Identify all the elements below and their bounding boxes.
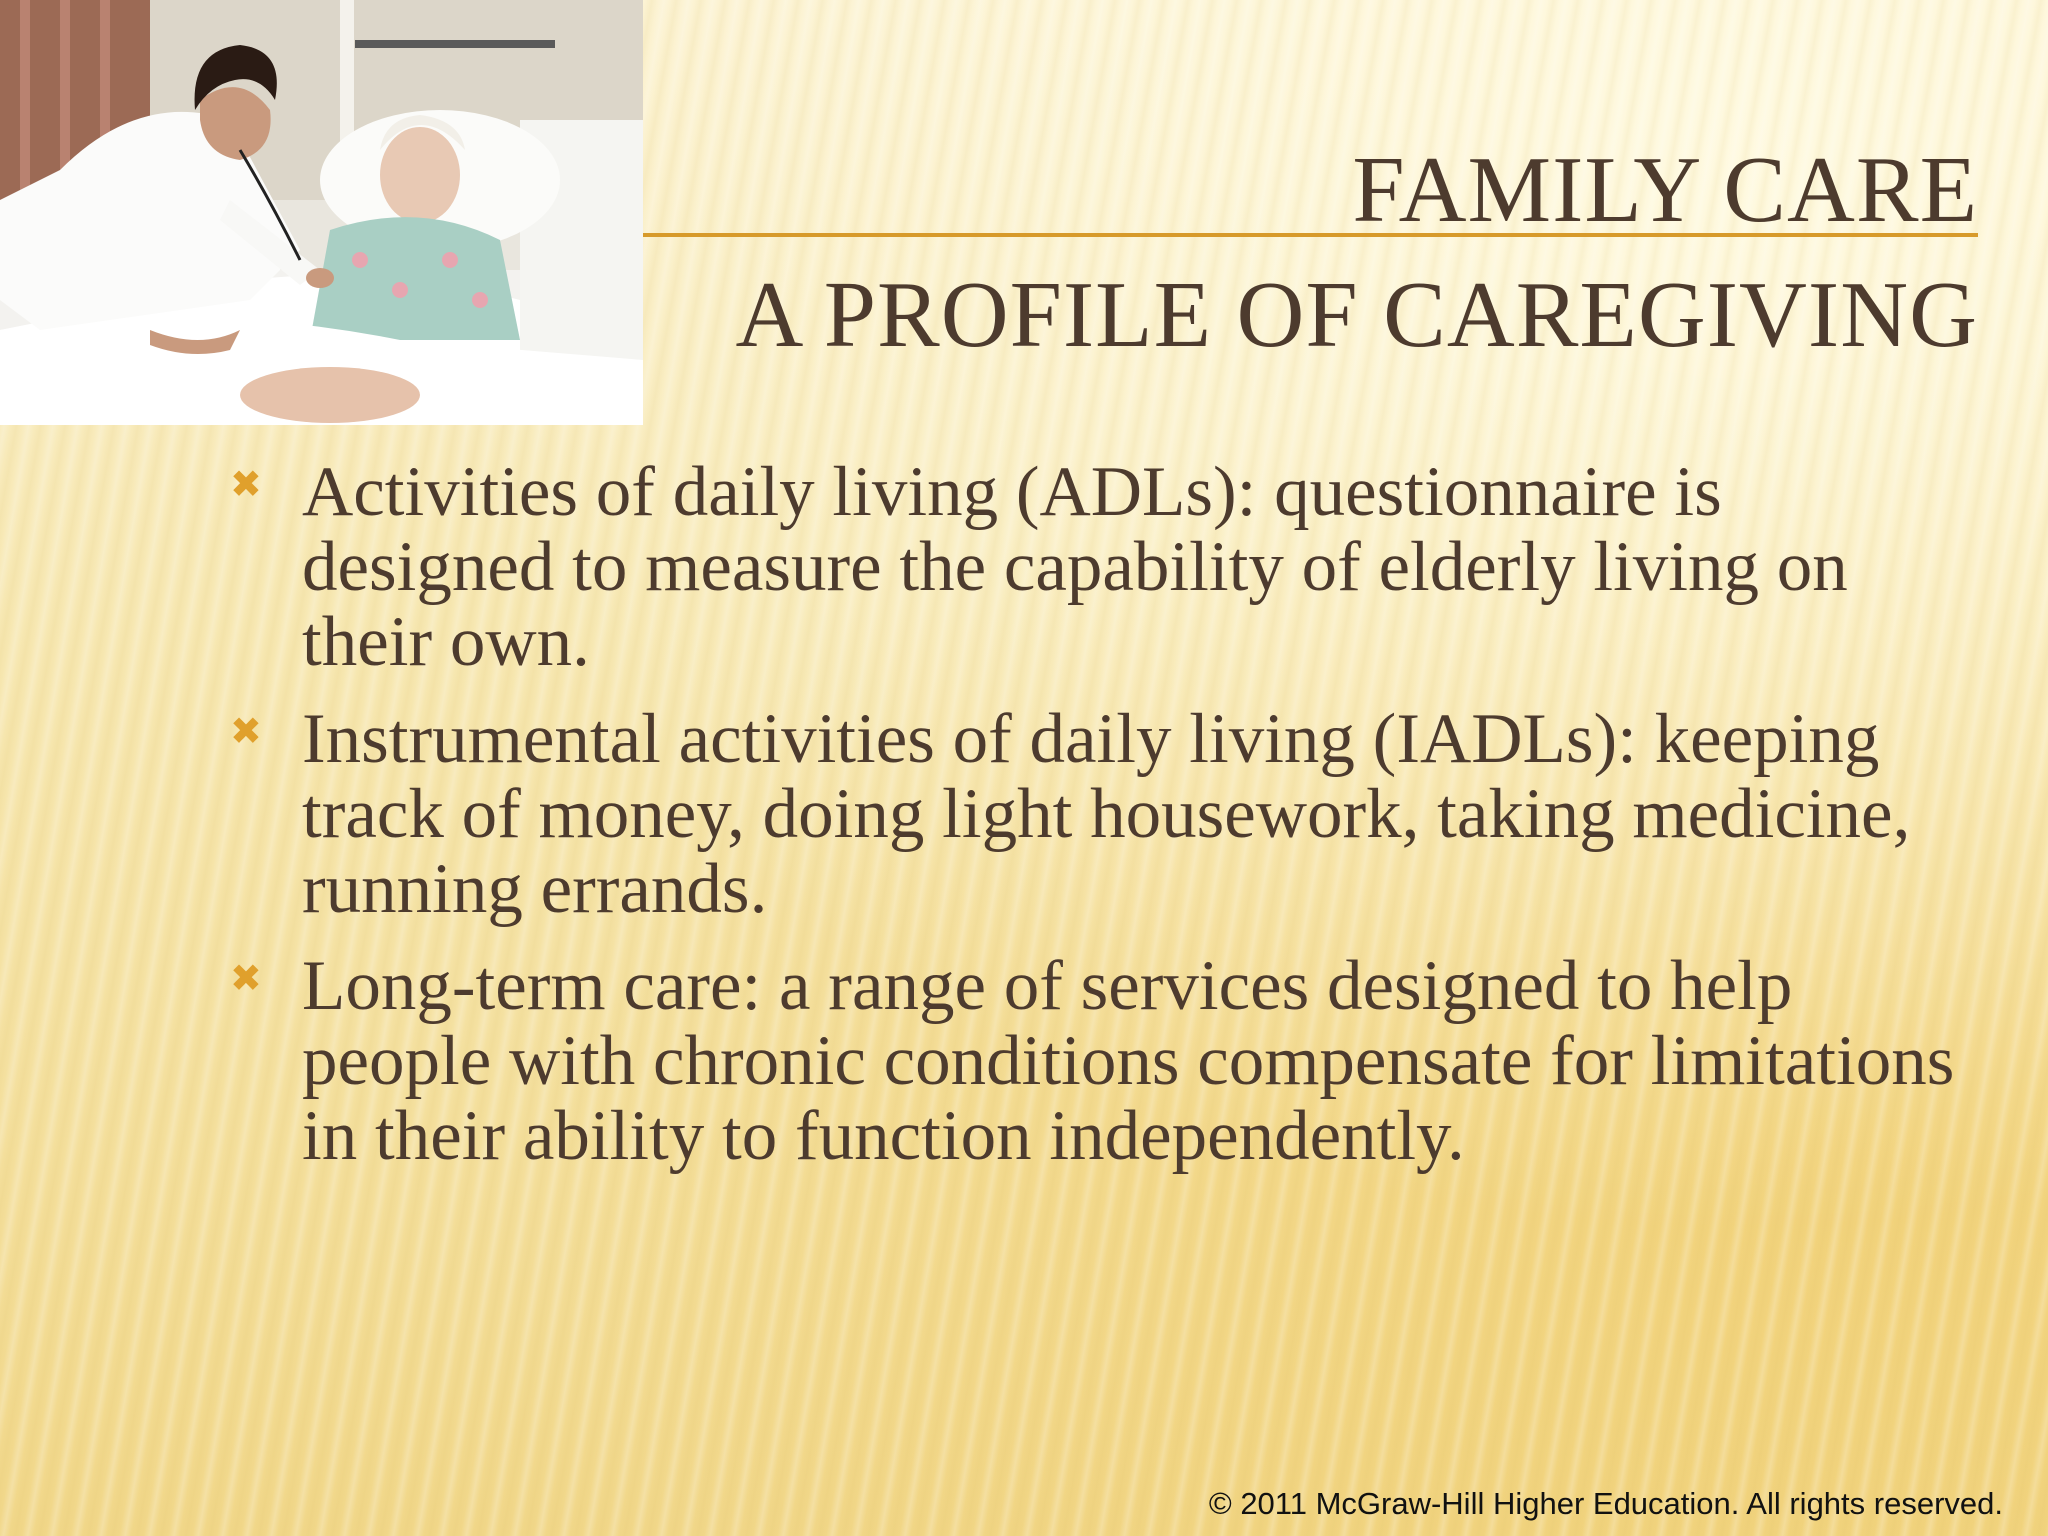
title-line-2: A PROFILE OF CAREGIVING bbox=[735, 263, 1978, 367]
bullet-item bbox=[230, 949, 1990, 1174]
x-mark-bullet-icon: ✖ bbox=[230, 709, 262, 753]
bullet-text: Long-term care: a range of services designed to help people with chronic conditions compensate for limitations in their ability to function independently. bbox=[302, 947, 1955, 1175]
copyright-notice: © 2011 McGraw-Hill Higher Education. All rights reserved. bbox=[1208, 1486, 2003, 1521]
bullet-item bbox=[230, 455, 1990, 680]
bullet-list bbox=[230, 455, 1990, 1196]
bullet-text: Instrumental activities of daily living (IADLs): keeping track of money, doing light housework, taking medicine, running errands. bbox=[302, 700, 1911, 928]
bullet-text: Activities of daily living (ADLs): questionnaire is designed to measure the capability of elderly living on their own. bbox=[302, 453, 1848, 681]
bullet-item bbox=[230, 702, 1990, 927]
title-line-1: FAMILY CARE bbox=[1352, 138, 1978, 242]
x-mark-bullet-icon: ✖ bbox=[230, 956, 262, 1000]
x-mark-bullet-icon: ✖ bbox=[230, 462, 262, 506]
caregiving-photo bbox=[0, 0, 643, 425]
